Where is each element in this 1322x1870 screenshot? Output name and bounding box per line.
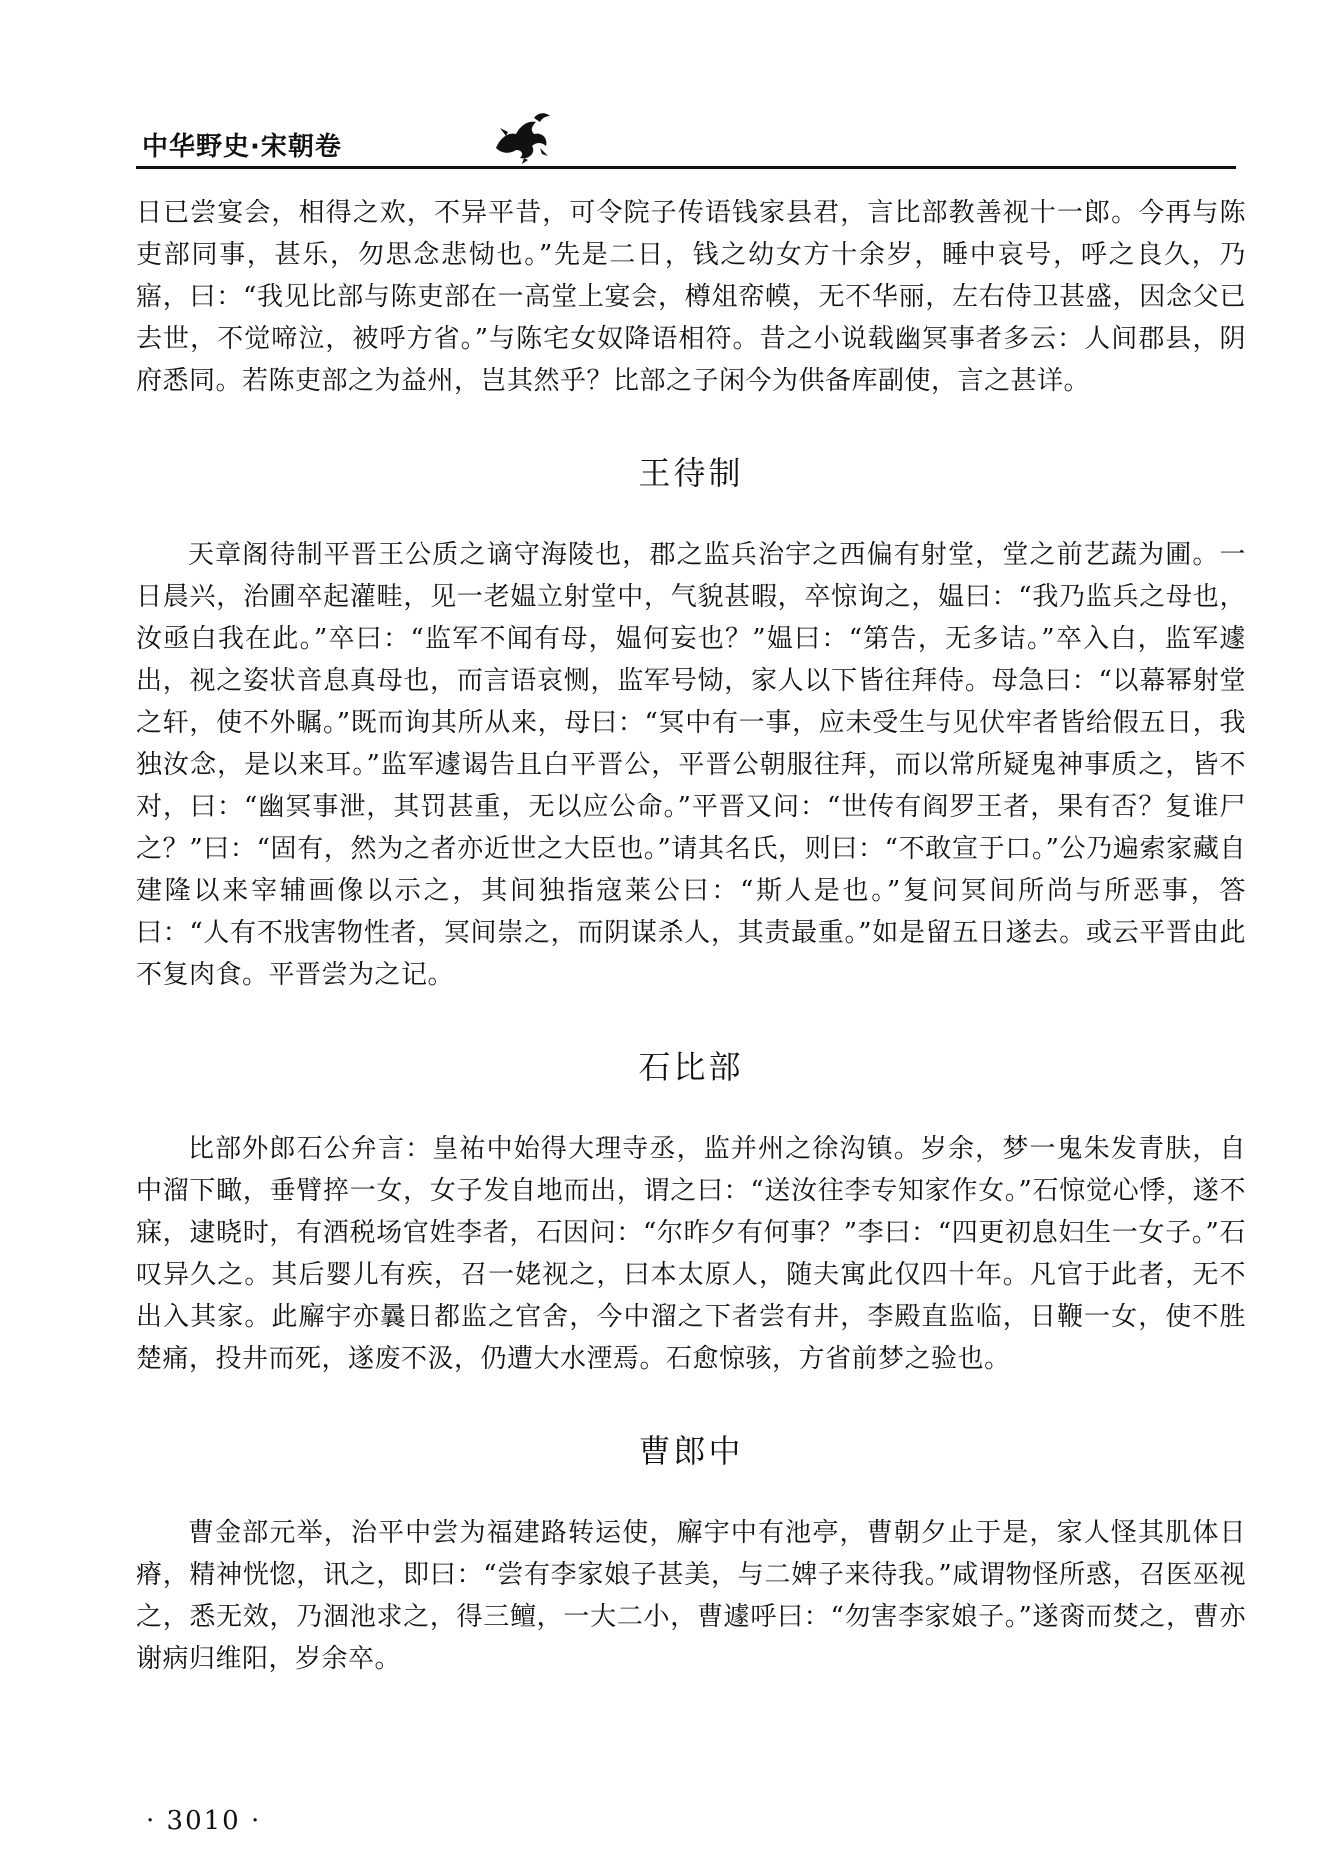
- book-title: 中华野史·宋朝卷: [142, 132, 342, 162]
- page-number: · 3010 ·: [146, 1806, 262, 1836]
- section-text-cao: 曹金部元举，治平中尝为福建路转运使，廨宇中有池亭，曹朝夕止于是，家人怪其肌体日瘠，精神恍惚，讯之，即曰：“尝有李家娘子甚美，与二婢子来待我。”咸谓物怪所惑，召医巫视之，悉无效，乃涸池求之，得三鳣，一大二小，曹遽呼曰：“勿害李家娘子。”遂脔而焚之，曹亦谢病归维阳，岁余卒。: [136, 1518, 1246, 1674]
- section-title-wang: 王待制: [638, 454, 744, 492]
- section-text-wang: 天章阁待制平晋王公质之谪守海陵也，郡之监兵治宇之西偏有射堂，堂之前艺蔬为圃。一日晨兴，治圃卒起灌畦，见一老媪立射堂中，气貌甚暇，卒惊询之，媪曰：“我乃监兵之母也，汝亟白我在此。”卒曰：“监军不闻有母，媪何妄也？”媪曰：“第告，无多诘。”卒入白，监军遽出，视之姿状音息真母也，而言语哀恻，监军号恸，家人以下皆往拜侍。母急曰：“以幕幂射堂之轩，使不外瞩。”既而询其所从来，母曰：“冥中有一事，应未受生与见伏牢者皆给假五日，我独汝念，是以来耳。”监军遽谒告且白平晋公，平晋公朝服往拜，而以常所疑鬼神事质之，皆不对，曰：“幽冥事泄，其罚甚重，无以应公命。”平晋又问：“世传有阎罗王者，果有否？复谁尸之？”曰：“固有，然为之者亦近世之大臣也。”请其名氏，则曰：“不敢宣于口。”公乃遍索家藏自建隆以来宰辅画像以示之，其间独指寇莱公曰：“斯人是也。”复问冥间所尚与所恶事，答曰：“人有不戕害物性者，冥间崇之，而阴谋杀人，其责最重。”如是留五日遂去。或云平晋由此不复肉食。平晋尝为之记。: [136, 540, 1246, 990]
- running-header: [136, 108, 1236, 168]
- header-rule: [136, 166, 1236, 169]
- section-title-cao: 曹郎中: [638, 1432, 744, 1470]
- intro-paragraph: 日已尝宴会，相得之欢，不异平昔，可令院子传语钱家县君，言比部教善视十一郎。今再与陈吏部同事，甚乐，勿思念悲恸也。”先是二日，钱之幼女方十余岁，睡中哀号，呼之良久，乃寤，曰：“我见比部与陈吏部在一高堂上宴会，樽俎帟幙，无不华丽，左右侍卫甚盛，因念父已去世，不觉啼泣，被呼方省。”与陈宅女奴降语相符。昔之小说载幽冥事者多云：人间郡县，阴府悉同。若陈吏部之为益州，岂其然乎？比部之子闲今为供备库副使，言之甚详。: [136, 198, 1246, 396]
- page-content: [136, 192, 1246, 1680]
- section-title-shi: 石比部: [638, 1048, 744, 1086]
- dragon-icon: [486, 108, 556, 164]
- section-text-shi: 比部外郎石公弁言：皇祐中始得大理寺丞，监并州之徐沟镇。岁余，梦一鬼朱发青肤，自中溜下瞰，垂臂捽一女，女子发自地而出，谓之曰：“送汝往李专知家作女。”石惊觉心悸，遂不寐，逮晓时，有酒税场官姓李者，石因问：“尔昨夕有何事？”李曰：“四更初息妇生一女子。”石叹异久之。其后婴儿有疾，召一姥视之，曰本太原人，随夫寓此仅四十年。凡官于此者，无不出入其家。此廨宇亦曩日都监之官舍，今中溜之下者尝有井，李殿直监临，日鞭一女，使不胜楚痛，投井而死，遂废不汲，仍遭大水湮焉。石愈惊骇，方省前梦之验也。: [136, 1134, 1246, 1374]
